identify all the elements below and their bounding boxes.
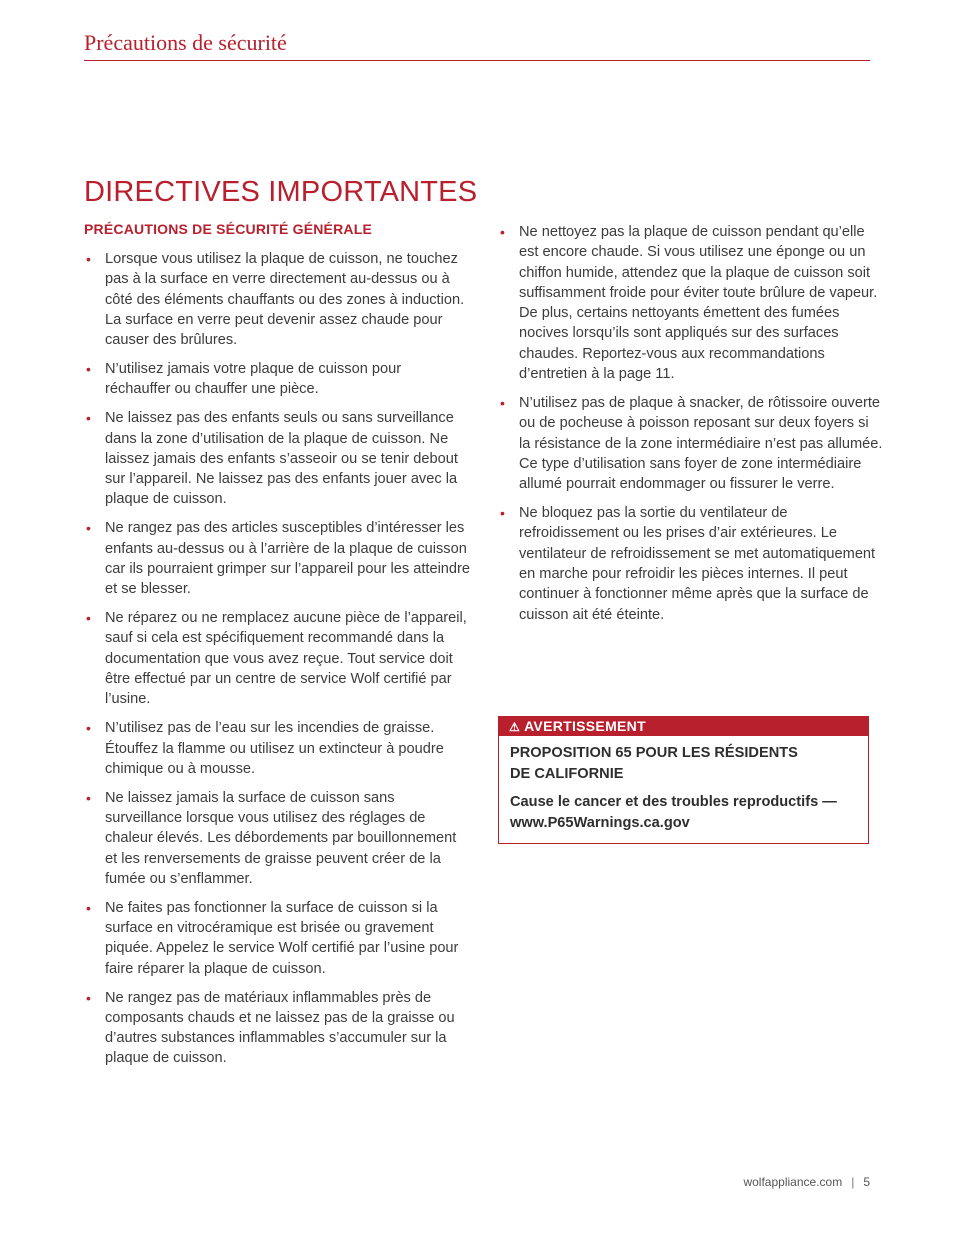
list-item-text: Ne faites pas fonctionner la surface de cuisson si la surface en vitrocéramique est brisée ou gravement piquée. Appelez le service Wolf certifié par l’usine pour faire réparer la plaque de cuisson. (105, 899, 459, 977)
bullet-icon: • (86, 610, 91, 627)
warning-triangle-icon: ⚠ (509, 720, 521, 734)
warning-label: AVERTISSEMENT (524, 718, 646, 734)
header-divider (84, 60, 870, 61)
warning-heading-line1: PROPOSITION 65 POUR LES RÉSIDENTS (510, 745, 798, 761)
list-item (498, 503, 884, 625)
left-bullet-list (84, 249, 470, 1077)
list-item (84, 988, 470, 1069)
bullet-icon: • (86, 251, 91, 267)
warning-heading (510, 743, 858, 784)
bullet-icon: • (86, 989, 91, 1006)
bullet-icon: • (86, 361, 91, 378)
list-item-text: N’utilisez pas de l’eau sur les incendies de graisse. Étouffez la flamme ou utilisez un extincteur à poudre chimique ou à mousse. (105, 720, 444, 777)
list-item-text: N’utilisez jamais votre plaque de cuisson pour réchauffer ou chauffer une pièce. (105, 361, 402, 398)
footer-separator: | (851, 1175, 855, 1189)
bullet-icon: • (86, 899, 91, 916)
list-item-text: Ne rangez pas des articles susceptibles d’intéresser les enfants au-dessus ou à l’arrière de la plaque de cuisson car ils pourraient grimper sur l’appareil pour les atteindre et se blesser. (105, 520, 471, 598)
bullet-icon: • (500, 224, 505, 240)
warning-header (499, 717, 868, 736)
bullet-icon: • (86, 410, 91, 427)
list-item (84, 608, 470, 709)
bullet-icon: • (500, 394, 505, 411)
list-item (84, 788, 470, 889)
bullet-icon: • (86, 520, 91, 537)
list-item (84, 408, 470, 509)
page-footer (700, 1175, 870, 1189)
section-heading: PRÉCAUTIONS DE SÉCURITÉ GÉNÉRALE (84, 221, 372, 237)
list-item-text: Ne laissez jamais la surface de cuisson sans surveillance lorsque vous utilisez des réglages de chaleur élevés. Les débordements par bouillonnement et les renversements de graisse peuvent créer de la fumée ou s’enflammer. (105, 789, 457, 887)
list-item-text: Ne laissez pas des enfants seuls ou sans surveillance dans la zone d’utilisation de la plaque de cuisson. Ne laissez jamais des enfants s’asseoir ou se tenir debout sur l’appareil. Ne laissez pas des enfants jouer avec la plaque de cuisson. (105, 410, 458, 508)
warning-heading-line2: DE CALIFORNIE (510, 765, 624, 782)
page-number: 5 (863, 1175, 870, 1189)
list-item (84, 359, 470, 400)
header-title: Précautions de sécurité (84, 30, 287, 55)
list-item (498, 393, 884, 494)
warning-text: Cause le cancer et des troubles reproductifs — www.P65Warnings.ca.gov (510, 794, 837, 831)
list-item-text: Lorsque vous utilisez la plaque de cuisson, ne touchez pas à la surface en verre directement au-dessus ou à côté des éléments chauffants ou des zones à induction. La surface en verre peut devenir assez chaude pour causer des brûlures. (105, 251, 465, 349)
bullet-icon: • (86, 720, 91, 737)
bullet-icon: • (500, 505, 505, 522)
page-title: DIRECTIVES IMPORTANTES (84, 176, 478, 208)
footer-site: wolfappliance.com (743, 1175, 843, 1189)
list-item (84, 249, 470, 350)
right-bullet-list (498, 222, 884, 633)
list-item-text: Ne bloquez pas la sortie du ventilateur de refroidissement ou les prises d’air extérieures. Le ventilateur de refroidissement se met automatiquement en marche pour refroidir les pièces internes. Il peut continuer à fonctionner même après que la surface de cuisson ait été éteinte. (519, 505, 876, 623)
list-item-text: Ne nettoyez pas la plaque de cuisson pendant qu’elle est encore chaude. Si vous utilisez une éponge ou un chiffon humide, attendez que la plaque de cuisson soit suffisamment froide pour éviter toute brûlure de vapeur. De plus, certains nettoyants émettent des fumées nocives lorsqu’ils sont appliqués sur des surfaces chaudes. Reportez-vous aux recommandations d’entretien à la page 11. (519, 224, 878, 383)
list-item-text: N’utilisez pas de plaque à snacker, de rôtissoire ouverte ou de pocheuse à poisson reposant sur deux foyers si la résistance de la zone intermédiaire n’est pas allumée. Ce type d’utilisation sans foyer de zone intermédiaire allumé pourrait endommager ou fissurer le verre. (519, 394, 883, 493)
list-item (84, 718, 470, 779)
list-item-text: Ne réparez ou ne remplacez aucune pièce de l’appareil, sauf si cela est spécifiquement recommandé dans la documentation que vous avez reçue. Tout service doit être effectué par un centre de service Wolf certifié par l’usine. (105, 610, 467, 708)
bullet-icon: • (86, 789, 91, 806)
list-item (84, 898, 470, 979)
list-item (498, 222, 884, 384)
warning-box (498, 716, 869, 844)
list-item-text: Ne rangez pas de matériaux inflammables près de composants chauds et ne laissez pas de la graisse ou d’autres substances inflammables s’accumuler sur la plaque de cuisson. (105, 989, 455, 1067)
list-item (84, 518, 470, 599)
